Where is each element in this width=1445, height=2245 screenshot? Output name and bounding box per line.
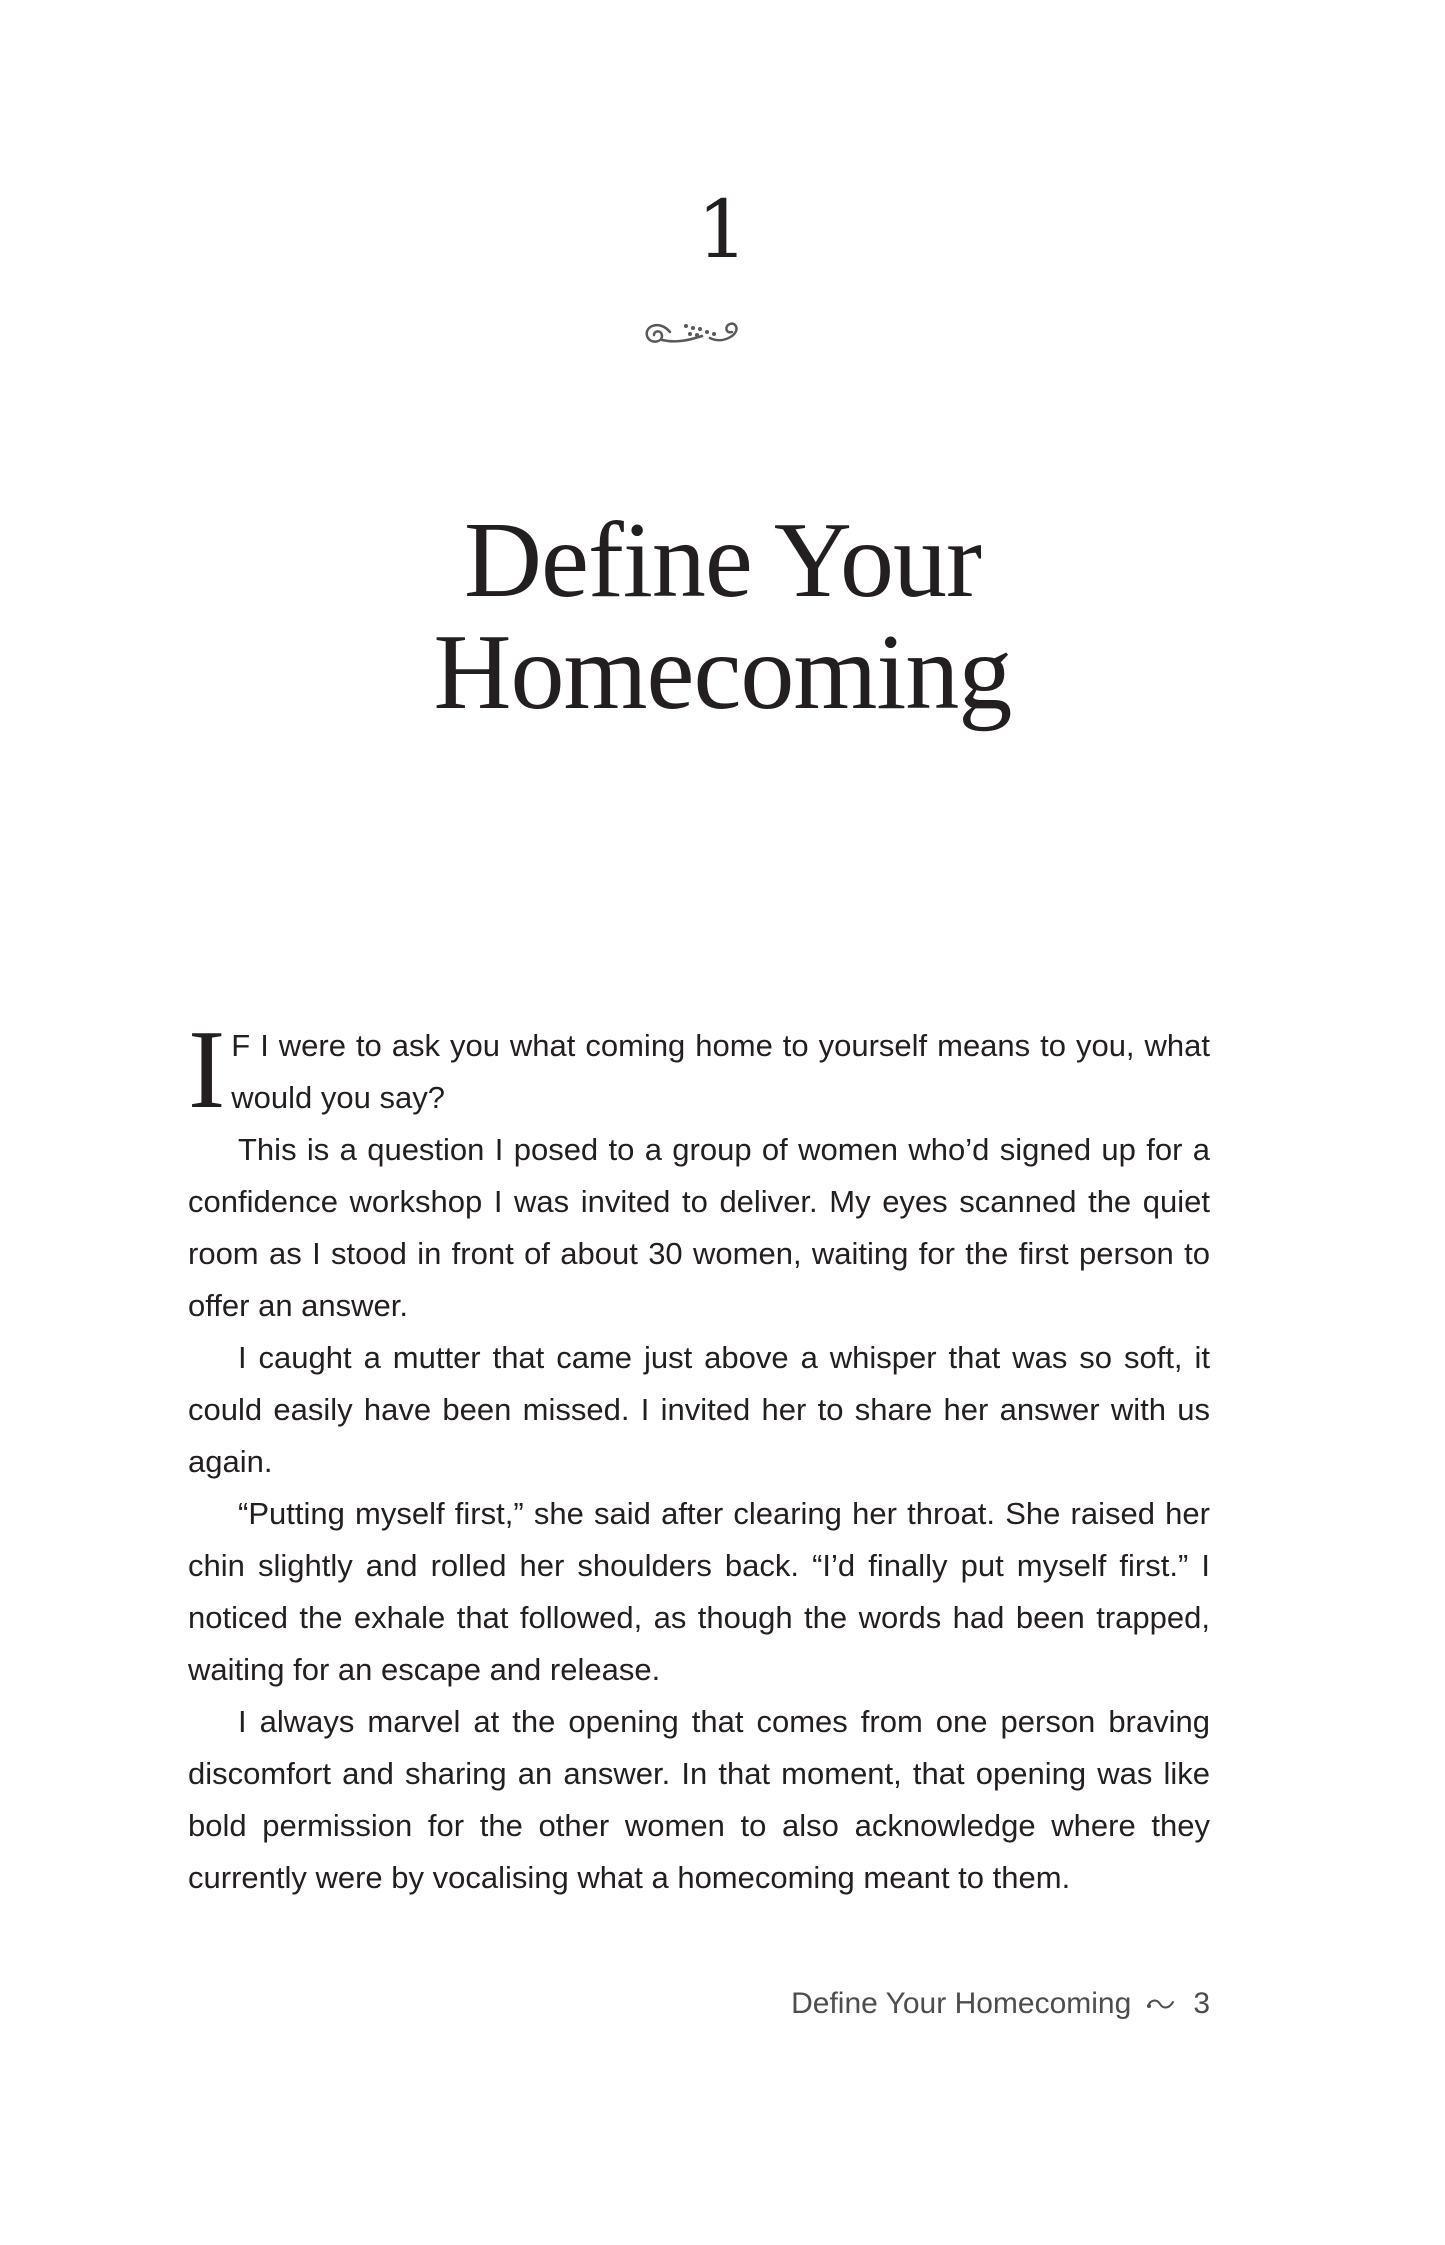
- paragraph-3: I caught a mutter that came just above a whisper that was so soft, it could easily have been missed. I invited her to share her answer with us again.: [188, 1340, 1210, 1479]
- tilde-ornament-icon: [1145, 1997, 1179, 2011]
- drop-cap: I: [188, 1008, 226, 1132]
- chapter-number: 1: [697, 183, 748, 276]
- chapter-body: [188, 1008, 1210, 1904]
- paragraph-1: [188, 1008, 1210, 1132]
- paragraph-1-text: F I were to ask you what coming home to yourself means to you, what would you say?: [231, 1028, 1210, 1115]
- flourish-ornament-icon: [640, 310, 750, 350]
- chapter-title-line-1: Define Your: [464, 501, 981, 620]
- paragraph-4: “Putting myself first,” she said after clearing her throat. She raised her chin slightly and rolled her shoulders back. “I’d finally put myself first.” I noticed the exhale that followed, as though the words had been trapped, waiting for an escape and release.: [188, 1496, 1210, 1687]
- page-footer: [791, 1987, 1210, 2021]
- running-title: Define Your Homecoming: [791, 1987, 1132, 2020]
- page-number: 3: [1193, 1987, 1210, 2020]
- chapter-title: [0, 501, 1445, 732]
- chapter-title-line-2: Homecoming: [433, 613, 1012, 732]
- paragraph-2: This is a question I posed to a group of women who’d signed up for a confidence workshop I was invited to deliver. My eyes scanned the quiet room as I stood in front of about 30 women, waiting for the first person to offer an answer.: [188, 1132, 1210, 1323]
- paragraph-5: I always marvel at the opening that comes from one person braving discomfort and sharing an answer. In that moment, that opening was like bold permission for the other women to also acknowledge where they currently were by vocalising what a homecoming meant to them.: [188, 1704, 1210, 1895]
